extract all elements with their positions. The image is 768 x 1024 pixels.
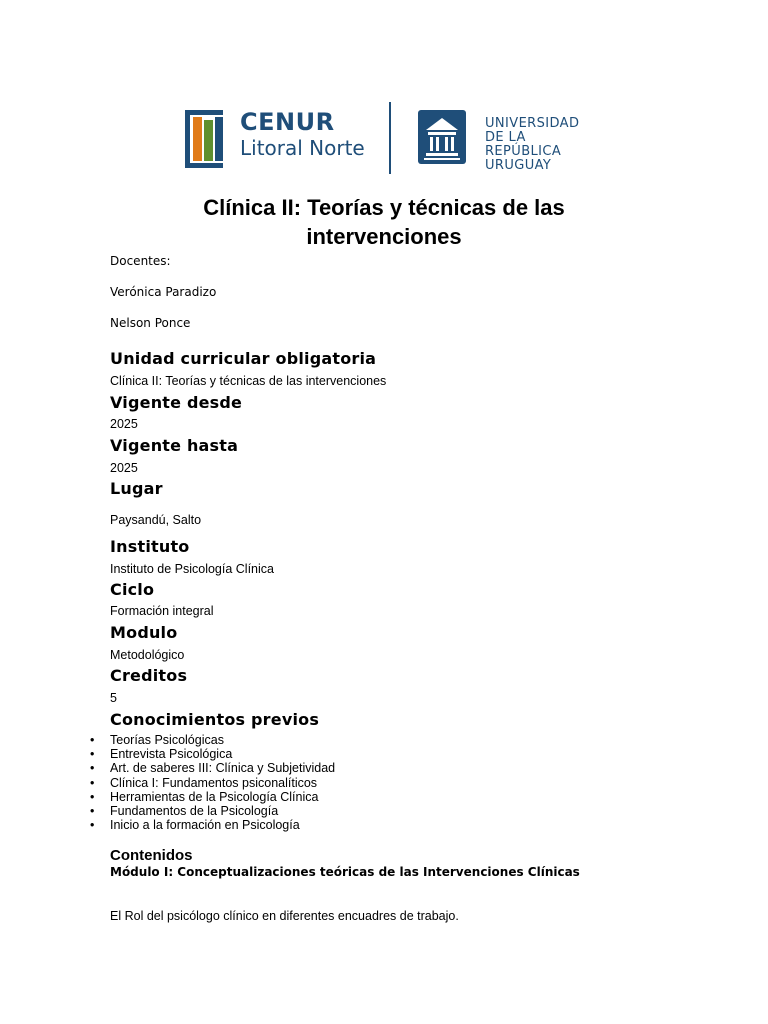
- list-item: • Entrevista Psicológica: [90, 747, 335, 761]
- section-value-modulo: Metodológico: [110, 648, 185, 662]
- docentes-label: Docentes:: [110, 254, 171, 268]
- section-value-lugar: Paysandú, Salto: [110, 513, 202, 527]
- docente-name: Verónica Paradizo: [110, 285, 217, 299]
- contenidos-paragraph: El Rol del psicólogo clínico en diferentes encuadres de trabajo.: [110, 909, 459, 923]
- header-logos: [183, 100, 603, 175]
- section-value-instituto: Instituto de Psicología Clínica: [110, 562, 274, 576]
- cenur-logo-text: [240, 110, 365, 158]
- conocimientos-previos-list: [90, 733, 335, 832]
- list-item: • Fundamentos de la Psicología: [90, 804, 335, 818]
- list-item: • Herramientas de la Psicología Clínica: [90, 790, 335, 804]
- section-heading-instituto: Instituto: [110, 537, 190, 556]
- list-item: • Teorías Psicológicas: [90, 733, 335, 747]
- list-item: • Art. de saberes III: Clínica y Subjetividad: [90, 761, 335, 775]
- udelar-logo-line1: UNIVERSIDAD: [485, 116, 580, 131]
- section-heading-unidad: Unidad curricular obligatoria: [110, 349, 377, 368]
- cenur-logo-line2: Litoral Norte: [240, 136, 365, 160]
- section-value-creditos: 5: [110, 691, 117, 705]
- section-heading-creditos: Creditos: [110, 666, 188, 685]
- section-value-vigente-desde: 2025: [110, 417, 138, 431]
- section-value-ciclo: Formación integral: [110, 604, 214, 618]
- document-title: Clínica II: Teorías y técnicas de las intervenciones: [203, 195, 565, 249]
- section-value-vigente-hasta: 2025: [110, 461, 138, 475]
- udelar-logo-line2: DE LA REPÚBLICA: [485, 130, 562, 159]
- section-heading-modulo: Modulo: [110, 623, 178, 642]
- contenidos-heading: Contenidos: [110, 847, 193, 864]
- udelar-building-seal-icon: [418, 110, 466, 164]
- cenur-logo-line1: CENUR: [240, 108, 335, 136]
- section-heading-lugar: Lugar: [110, 479, 163, 498]
- cenur-book-logo-icon: [183, 104, 227, 170]
- udelar-logo-text: [485, 117, 603, 173]
- list-item: • Clínica I: Fundamentos psiconalíticos: [90, 776, 335, 790]
- section-heading-vigente-desde: Vigente desde: [110, 393, 243, 412]
- modulo-heading: Módulo I: Conceptualizaciones teóricas de las Intervenciones Clínicas: [110, 865, 580, 879]
- udelar-logo-line3: URUGUAY: [485, 158, 552, 173]
- section-heading-ciclo: Ciclo: [110, 580, 155, 599]
- section-heading-vigente-hasta: Vigente hasta: [110, 436, 239, 455]
- logo-divider: [389, 102, 391, 174]
- docente-name: Nelson Ponce: [110, 316, 191, 330]
- section-value-unidad: Clínica II: Teorías y técnicas de las intervenciones: [110, 374, 387, 388]
- section-heading-conocimientos: Conocimientos previos: [110, 710, 320, 729]
- list-item: • Inicio a la formación en Psicología: [90, 818, 335, 832]
